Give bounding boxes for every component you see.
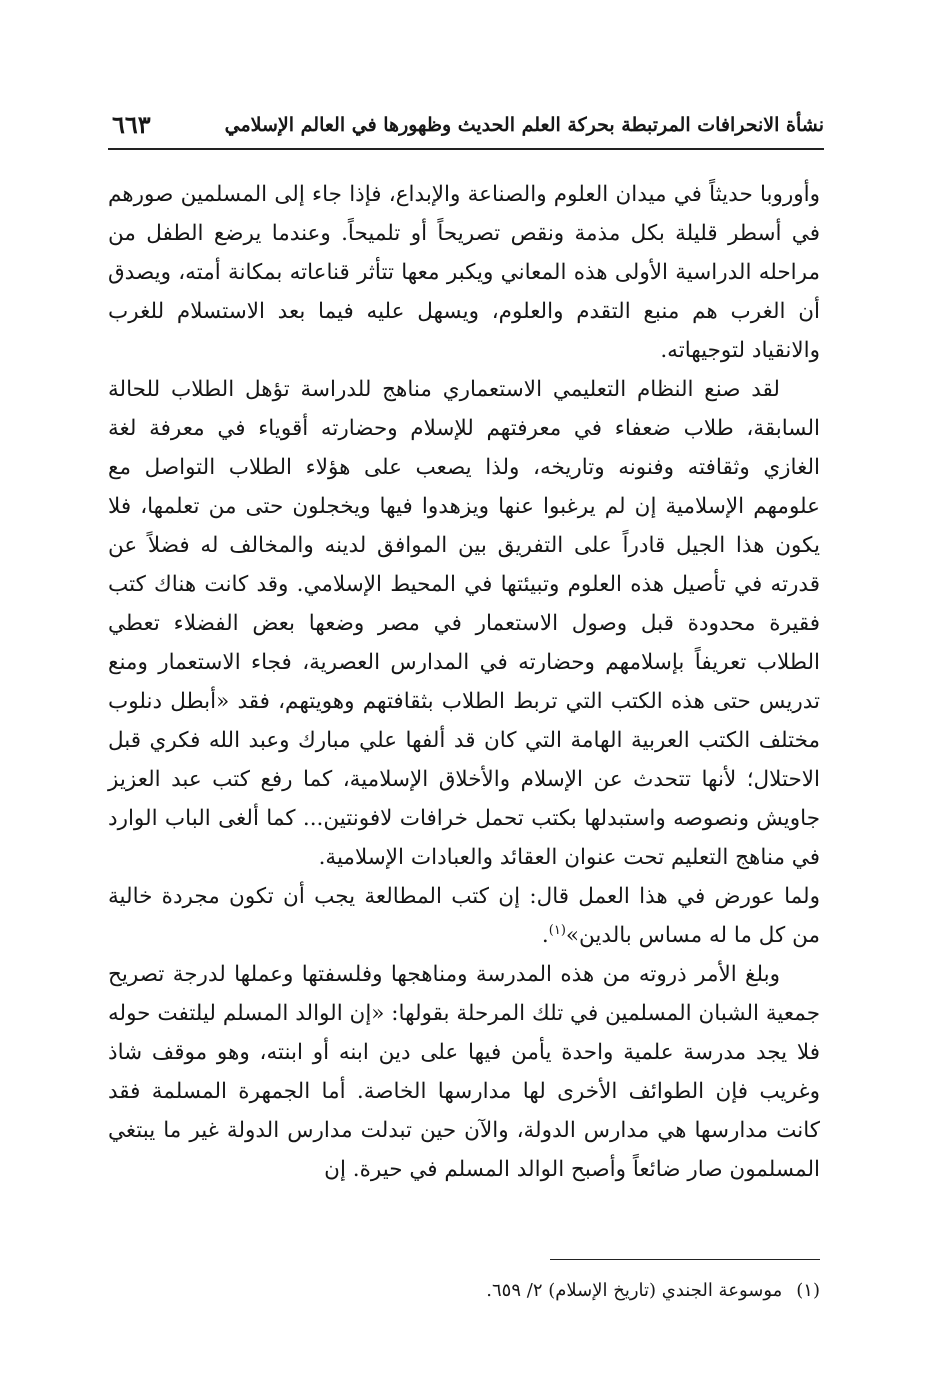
footnote-text: موسوعة الجندي (تاريخ الإسلام) ٢/ ٦٥٩. bbox=[486, 1280, 783, 1301]
running-title: نشأة الانحرافات المرتبطة بحركة العلم الحديث وظهورها في العالم الإسلامي bbox=[224, 114, 824, 136]
paragraph-3-end: . bbox=[541, 923, 549, 948]
page-header bbox=[108, 108, 824, 144]
footnote-marker: (١) bbox=[796, 1280, 820, 1301]
footnote bbox=[108, 1277, 820, 1305]
body-text bbox=[108, 175, 820, 1189]
page-number: ٦٦٣ bbox=[112, 110, 151, 139]
footnote-reference[interactable]: (١) bbox=[548, 922, 566, 938]
footnote-rule bbox=[550, 1259, 820, 1260]
paragraph-3 bbox=[108, 877, 820, 955]
paragraph-3-text: ولما عورض في هذا العمل قال: إن كتب المطالعة يجب أن تكون مجردة خالية من كل ما له مساس بالدين» bbox=[108, 884, 820, 948]
paragraph-4: وبلغ الأمر ذروته من هذه المدرسة ومناهجها وفلسفتها وعملها لدرجة تصريح جمعية الشبان المسلمين في تلك المرحلة بقولها: «إن الوالد المسلم ليلتفت حوله فلا يجد مدرسة علمية واحدة يأمن فيها على دين ابنه أو ابنته، وهو موقف شاذ وغريب فإن الطوائف الأخرى لها مدارسها الخاصة. أما الجمهرة المسلمة فقد كانت مدارسها هي مدارس الدولة، والآن حين تبدلت مدارس الدولة غير ما يبتغي المسلمون صار ضائعاً وأصبح الوالد المسلم في حيرة. إن bbox=[108, 962, 820, 1182]
paragraph-2: لقد صنع النظام التعليمي الاستعماري مناهج للدراسة تؤهل الطلاب للحالة السابقة، طلاب ضعفاء في معرفتهم للإسلام وحضارته أقوياء في معرفة لغة الغازي وثقافته وفنونه وتاريخه، ولذا يصعب على هؤلاء الطلاب التواصل مع علومهم الإسلامية إن لم يرغبوا عنها ويزهدوا فيها ويخجلون حتى من تعلمها، فلا يكون هذا الجيل قادراً على التفريق بين الموافق لدينه والمخالف له فضلاً عن قدرته في تأصيل هذه العلوم وتبيئتها في المحيط الإسلامي. وقد كانت هناك كتب فقيرة محدودة قبل وصول الاستعمار في مصر وضعها بعض الفضلاء تعطي الطلاب تعريفاً بإسلامهم وحضارته في المدارس العصرية، فجاء الاستعمار ومنع تدريس حتى هذه الكتب التي تربط الطلاب بثقافتهم وهويتهم، فقد «أبطل دنلوب مختلف الكتب العربية الهامة التي كان قد ألفها علي مبارك وعبد الله فكري قبل الاحتلال؛ لأنها تتحدث عن الإسلام والأخلاق الإسلامية، كما رفع كتب عبد العزيز جاويش ونصوصه واستبدلها بكتب تحمل خرافات لافونتين... كما ألغى الباب الوارد في مناهج التعليم تحت عنوان العقائد والعبادات الإسلامية. bbox=[108, 377, 820, 870]
header-rule bbox=[108, 148, 824, 150]
paragraph-1: وأوروبا حديثاً في ميدان العلوم والصناعة والإبداع، فإذا جاء إلى المسلمين صورهم في أسطر قليلة بكل مذمة ونقص تصريحاً أو تلميحاً. وعندما يرضع الطفل من مراحله الدراسية الأولى هذه المعاني ويكبر معها تتأثر قناعاته بمكانة أمته، ويصدق أن الغرب هم منبع التقدم والعلوم، ويسهل عليه فيما بعد الاستسلام للغرب والانقياد لتوجيهاته. bbox=[108, 182, 820, 363]
